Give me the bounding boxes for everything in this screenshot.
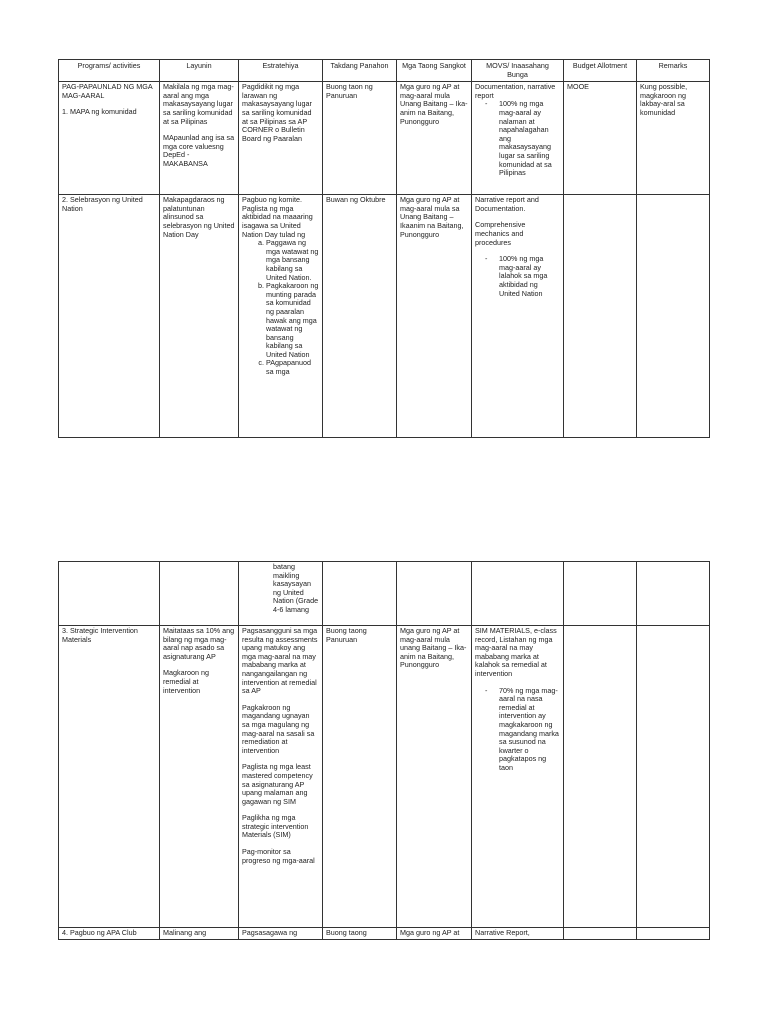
list-item: a. Paggawa ng mga watawat ng mga bansang kabilang sa United Nation. [266, 239, 319, 282]
mga-taong-sangkot-cell: Mga guro ng AP at [397, 928, 472, 940]
list-item: c. PAgpapanuod sa mga [266, 359, 319, 376]
header-takdang-panahon: Takdang Panahon [323, 60, 397, 82]
program-title: PAG-PAPAUNLAD NG MGA MAG-AARAL [62, 82, 153, 100]
movs-cell [472, 562, 564, 626]
movs-list [475, 100, 560, 177]
list-item: b. Pagkakaroon ng munting parada sa komunidad ng paaralan hawak ang mga watawat ng bansang kabilang sa United Nation [266, 282, 319, 359]
movs-cell [472, 195, 564, 438]
movs-bullet: - 100% ng mga mag-aaral ay nalaman at napahalagahan ang makasaysayang lugar sa sariling komunidad at sa Pilipinas [499, 100, 560, 177]
header-programs: Programs/ activities [59, 60, 160, 82]
table-row [59, 562, 710, 626]
table-row [59, 82, 710, 195]
mga-taong-sangkot-cell: Mga guro ng AP at mag-aaral mula Unang Baitang – Ika-anim na Baitang, Punongguro [397, 82, 472, 195]
header-estratehiya: Estratehiya [239, 60, 323, 82]
movs-cell [472, 82, 564, 195]
estratehiya-text: Paglista ng mga least mastered competency sa asignaturang AP upang malaman ang gagawan ng SIM [242, 762, 313, 806]
takdang-panahon-cell: Buwan ng Oktubre [323, 195, 397, 438]
budget-cell [564, 928, 637, 940]
estratehiya-text: Paglikha ng mga strategic intervention Materials (SIM) [242, 813, 309, 840]
layunin-cell: Makapagdaraos ng palatuntunan alinsunod sa selebrasyon ng United Nation Day [160, 195, 239, 438]
movs-cell [472, 626, 564, 928]
estratehiya-text: Pagsasangguni sa mga resulta ng assessments upang matukoy ang mga mag-aaral na may mababang marka at nangangailangan ng intervention at remedial sa AP [242, 626, 318, 696]
header-remarks: Remarks [637, 60, 710, 82]
estratehiya-intro: Pagbuo ng komite. Paglista ng mga aktibidad na maaaring isagawa sa United Nation Day tulad ng [242, 195, 313, 239]
budget-cell: MOOE [564, 82, 637, 195]
layunin-text: Magkaroon ng remedial at intervention [163, 668, 209, 695]
mga-taong-sangkot-cell [397, 562, 472, 626]
movs-text: Documentation, narrative report [475, 82, 556, 100]
estratehiya-cell [239, 626, 323, 928]
mga-taong-sangkot-cell: Mga guro ng AP at mag-aaral mula unang Baitang – Ika-anim na Baitang, Punongguro [397, 626, 472, 928]
table-row [59, 928, 710, 940]
movs-text: Comprehensive mechanics and procedures [475, 220, 526, 247]
remarks-cell [637, 626, 710, 928]
header-mga-taong-sangkot: Mga Taong Sangkot [397, 60, 472, 82]
header-budget: Budget Allotment [564, 60, 637, 82]
layunin-text: Maitataas sa 10% ang bilang ng mga mag-aaral nap asado sa asignaturang AP [163, 626, 235, 661]
remarks-cell [637, 195, 710, 438]
estratehiya-cell [239, 562, 323, 626]
layunin-text: Makilala ng mga mag- aaral ang mga makasaysayang lugar sa sariling komunidad at sa Pilipinas [163, 82, 234, 126]
remarks-cell [637, 562, 710, 626]
layunin-text: MApaunlad ang isa sa mga core valuesng DepEd - MAKABANSA [163, 133, 235, 168]
movs-text: SIM MATERIALS, e-class record, Listahan ng mga mag-aaral na may mababang marka at kalahok sa remedial at intervention [475, 626, 557, 678]
program-cell: 2. Selebrasyon ng United Nation [59, 195, 160, 438]
mga-taong-sangkot-cell: Mga guro ng AP at mag-aaral mula sa Unang Baitang – Ikaanim na Baitang, Punongguro [397, 195, 472, 438]
program-item: 1. MAPA ng komunidad [62, 107, 137, 117]
estratehiya-text: Pagkakroon ng magandang ugnayan sa mga magulang ng mag-aaral na sasali sa remediation at intervention [242, 702, 315, 755]
remarks-cell [637, 928, 710, 940]
estratehiya-cell: Pagdidikit ng mga larawan ng makasaysayang lugar sa sariling komunidad at sa Pilipinas sa AP CORNER o Bulletin Board ng Paaralan [239, 82, 323, 195]
program-cell: 4. Pagbuo ng APA Club [59, 928, 160, 940]
plan-table-top [58, 59, 710, 438]
movs-list [475, 687, 560, 773]
movs-bullet: - 70% ng mga mag-aaral na nasa remedial at intervention ay magkakaroon ng magandang marka sa susunod na kwarter o pagkatapos ng taon [499, 687, 560, 773]
remarks-cell: Kung possible, magkaroon ng lakbay-aral sa komunidad [637, 82, 710, 195]
header-movs: MOVS/ Inaasahang Bunga [472, 60, 564, 82]
estratehiya-text: Pag-monitor sa progreso ng mga-aaral [242, 847, 315, 865]
header-layunin: Layunin [160, 60, 239, 82]
takdang-panahon-cell: Buong taong Panuruan [323, 626, 397, 928]
takdang-panahon-cell: Buong taong [323, 928, 397, 940]
movs-text: Narrative report and Documentation. [475, 195, 539, 213]
estratehiya-cell: Pagsasagawa ng [239, 928, 323, 940]
estratehiya-cell [239, 195, 323, 438]
budget-cell [564, 562, 637, 626]
takdang-panahon-cell: Buong taon ng Panuruan [323, 82, 397, 195]
header-row [59, 60, 710, 82]
movs-cell: Narrative Report, [472, 928, 564, 940]
plan-table-bottom [58, 561, 710, 940]
layunin-cell [160, 626, 239, 928]
takdang-panahon-cell [323, 562, 397, 626]
movs-list [475, 255, 560, 298]
program-cell [59, 562, 160, 626]
layunin-cell: Malinang ang [160, 928, 239, 940]
table-row [59, 195, 710, 438]
budget-cell [564, 626, 637, 928]
estratehiya-list [242, 239, 319, 377]
budget-cell [564, 195, 637, 438]
table-row [59, 626, 710, 928]
layunin-cell [160, 82, 239, 195]
layunin-cell [160, 562, 239, 626]
movs-bullet: - 100% ng mga mag-aaral ay lalahok sa mga aktibidad ng United Nation [499, 255, 560, 298]
program-cell [59, 82, 160, 195]
program-cell: 3. Strategic Intervention Materials [59, 626, 160, 928]
estratehiya-continued: batang maikling kasaysayan ng United Nation (Grade 4-6 lamang [273, 562, 319, 614]
